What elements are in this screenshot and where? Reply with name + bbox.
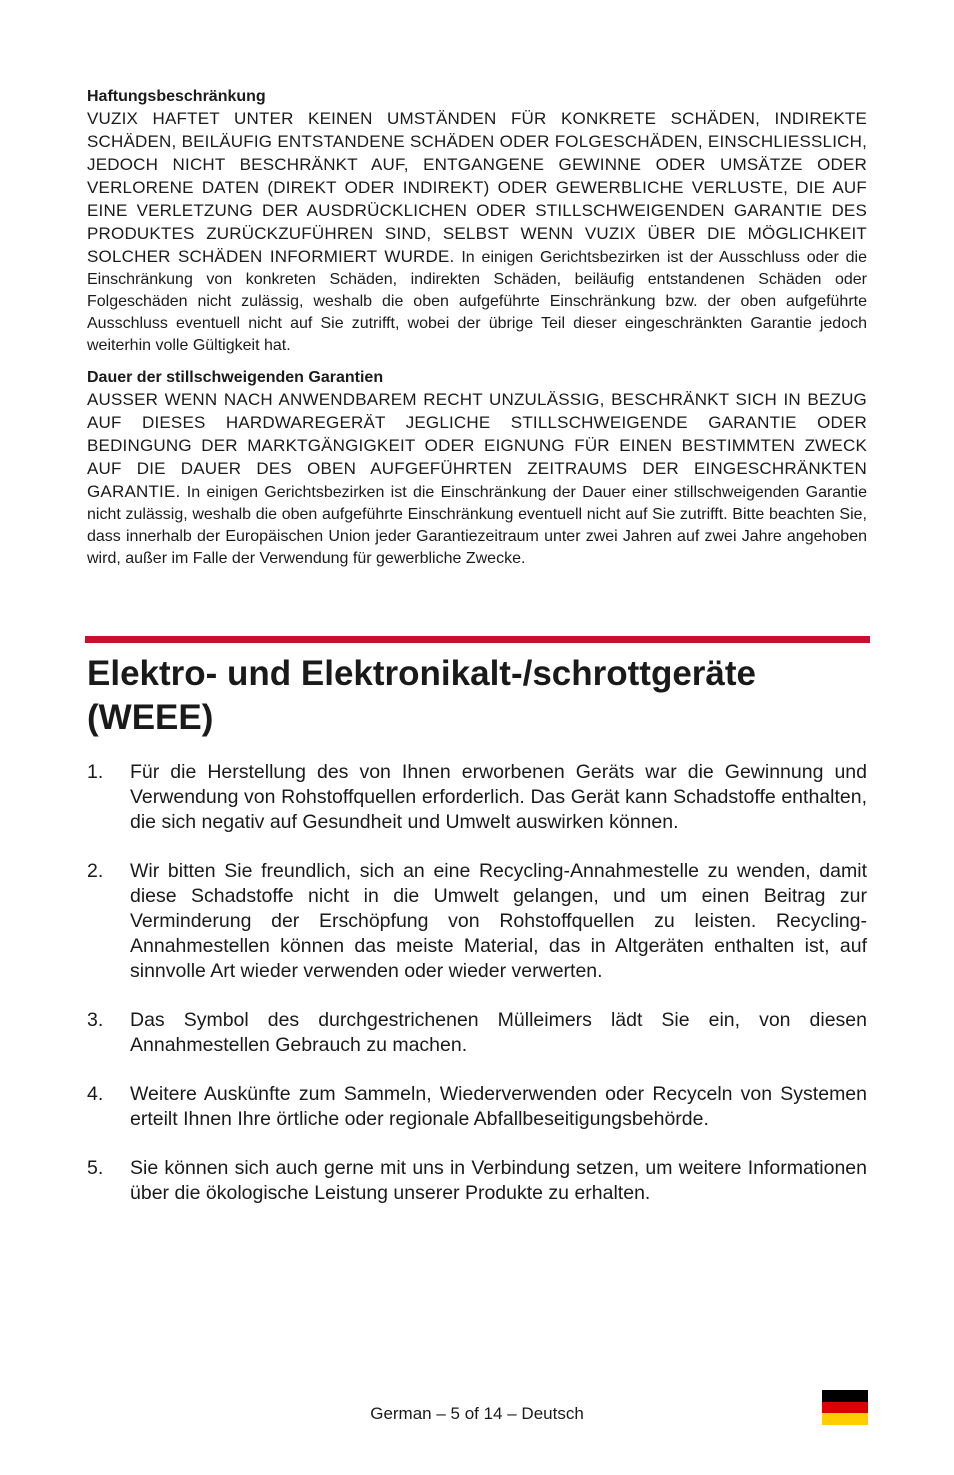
list-item-number: 5. (87, 1157, 104, 1179)
flag-stripe-gold (822, 1413, 868, 1425)
duration-caps-text: AUSSER WENN NACH ANWENDBAREM RECHT UNZULÄSSIG, BESCHRÄNKT SICH IN BEZUG AUF DIESES HARDWAREGERÄT JEGLICHE STILLSCHWEIGENDE GARANTIE ODER BEDINGUNG DER MARKTGÄNGIGKEIT ODER EIGNUNG FÜR EINEN BESTIMMTEN ZWECK AUF DIE DAUER DES OBEN AUFGEFÜHRTEN ZEITRAUMS DER EINGESCHRÄNKTEN GARANTIE. (87, 390, 867, 501)
list-item-number: 3. (87, 1009, 104, 1031)
list-item (87, 1082, 867, 1132)
list-item-text: Das Symbol des durchgestrichenen Mülleimers lädt Sie ein, von diesen Annahmestellen Gebrauch zu machen. (130, 1009, 867, 1056)
list-item (87, 1008, 867, 1058)
weee-list (87, 760, 867, 1206)
list-item-text: Sie können sich auch gerne mit uns in Verbindung setzen, um weitere Informationen über die ökologische Leistung unserer Produkte zu erhalten. (130, 1157, 867, 1204)
duration-heading: Dauer der stillschweigenden Garantien (87, 369, 384, 386)
list-item-number: 4. (87, 1083, 104, 1105)
limitation-caps-text: VUZIX HAFTET UNTER KEINEN UMSTÄNDEN FÜR KONKRETE SCHÄDEN, INDIREKTE SCHÄDEN, BEILÄUFIG ENTSTANDENE SCHÄDEN ODER FOLGESCHÄDEN, EINSCHLIESSLICH, JEDOCH NICHT BESCHRÄNKT AUF, ENTGANGENE GEWINNE ODER UMSÄTZE ODER VERLORENE DATEN (DIREKT ODER INDIREKT) ODER GEWERBLICHE VERLUSTE, DIE AUF EINE VERLETZUNG DER AUSDRÜCKLICHEN ODER STILLSCHWEIGENDEN GARANTIE DES PRODUKTES ZURÜCKZUFÜHREN SIND, SELBST WENN VUZIX ÜBER DIE MÖGLICHKEIT SOLCHER SCHÄDEN INFORMIERT WURDE. (87, 109, 867, 266)
list-item-text: Für die Herstellung des von Ihnen erworbenen Geräts war die Gewinnung und Verwendung von Rohstoffquellen erforderlich. Das Gerät kann Schadstoffe enthalten, die sich negativ auf Gesundheit und Umwelt auswirken können. (130, 761, 867, 833)
document-page (87, 86, 867, 1230)
duration-body (87, 389, 867, 570)
duration-section (87, 367, 867, 570)
list-item (87, 1156, 867, 1206)
list-item-number: 1. (87, 761, 104, 783)
duration-text: In einigen Gerichtsbezirken ist die Einschränkung der Dauer einer stillschweigenden Garantie nicht zulässig, weshalb die oben aufgeführte Einschränkung eventuell nicht auf Sie zutrifft. Bitte beachten Sie, dass innerhalb der Europäischen Union jeder Garantiezeitraum unter zwei Jahren auf zwei Jahre angehoben wird, außer im Falle der Verwendung für gewerbliche Zwecke. (87, 484, 867, 567)
limitation-heading: Haftungsbeschränkung (87, 88, 266, 105)
list-item-number: 2. (87, 860, 104, 882)
page-footer: German – 5 of 14 – Deutsch (370, 1404, 584, 1423)
title-divider (85, 636, 870, 643)
flag-stripe-black (822, 1390, 868, 1402)
weee-title: Elektro- und Elektronikalt-/schrottgeräte (WEEE) (87, 654, 757, 737)
list-item-text: Wir bitten Sie freundlich, sich an eine Recycling-Annahmestelle zu wenden, damit diese Schadstoffe nicht in die Umwelt gelangen, und um einen Beitrag zur Verminderung der Erschöpfung von Rohstoffquellen zu leisten. Recycling-Annahmestellen können das meiste Material, das in Altgeräten enthalten ist, auf sinnvolle Art wieder verwenden oder wieder verwerten. (130, 860, 867, 982)
list-item (87, 859, 867, 984)
flag-stripe-red (822, 1402, 868, 1414)
limitation-text: In einigen Gerichtsbezirken ist der Ausschluss oder die Einschränkung von konkreten Schäden, indirekten Schäden, beiläufig entstandenen Schäden oder Folgeschäden nicht zulässig, weshalb die oben aufgeführte Einschränkung bzw. der oben aufgeführte Ausschluss eventuell nicht auf Sie zutrifft, wobei der übrige Teil dieser eingeschränkten Garantie jedoch weiterhin volle Gültigkeit hat. (87, 249, 867, 354)
section-gap (87, 580, 867, 636)
german-flag-icon (822, 1390, 868, 1425)
limitation-section (87, 86, 867, 357)
list-item-text: Weitere Auskünfte zum Sammeln, Wiederverwenden oder Recyceln von Systemen erteilt Ihnen Ihre örtliche oder regionale Abfallbeseitigungsbehörde. (130, 1083, 867, 1130)
list-item (87, 760, 867, 835)
limitation-body (87, 108, 867, 357)
